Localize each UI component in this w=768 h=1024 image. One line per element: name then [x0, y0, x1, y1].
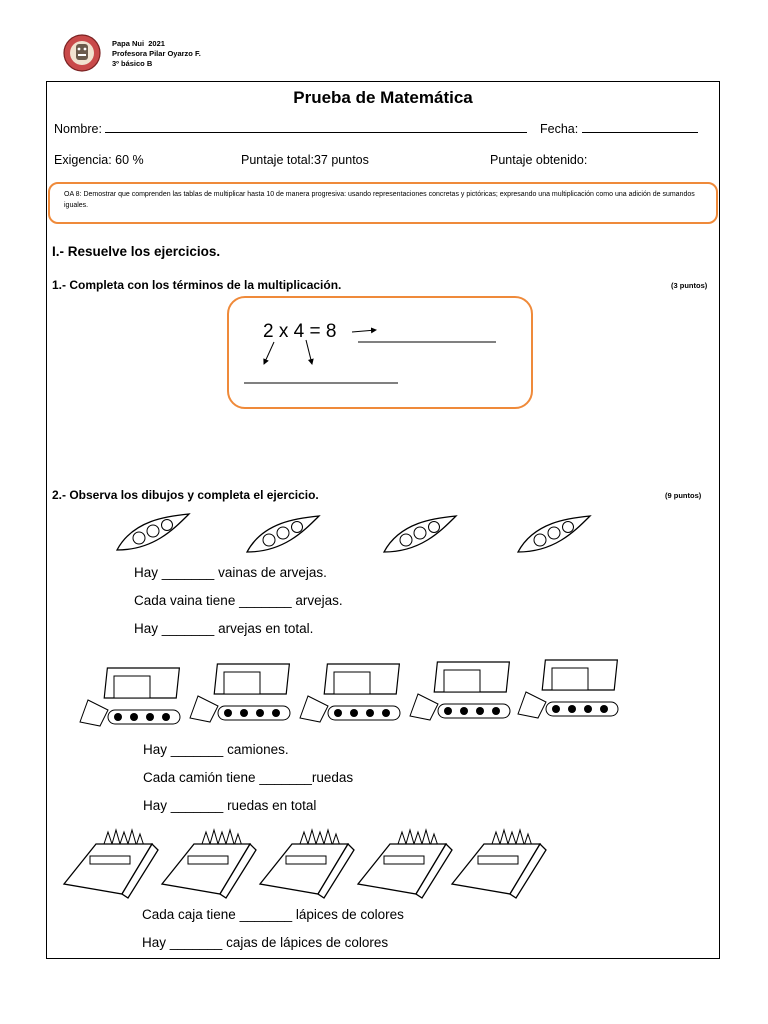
question-1-points: (3 puntos): [671, 281, 708, 290]
date-field[interactable]: [582, 131, 698, 133]
date-row: [540, 122, 698, 136]
exigencia-text: Exigencia: 60 %: [54, 153, 144, 167]
obtained-points-text: Puntaje obtenido:: [490, 153, 588, 167]
total-points-text: Puntaje total:37 puntos: [241, 153, 369, 167]
pencil-boxes-illustration: [58, 826, 548, 896]
pea-pods-illustration: [108, 506, 608, 558]
section-heading: I.- Resuelve los ejercicios.: [52, 244, 221, 259]
school-logo-icon: [62, 33, 102, 73]
pencil-box-icon: [162, 830, 256, 898]
objective-text: OA 8: Demostrar que comprenden las tablas de multiplicar hasta 10 de manera progresiva: usando representaciones concretas y pictóricas; expresando una multiplicación como una adición de sumandos iguales.: [64, 191, 695, 209]
pencils-line-2: Hay _______ cajas de lápices de colores: [142, 935, 389, 950]
trucks-line-3: Hay _______ ruedas en total: [143, 798, 317, 813]
school-name: Papa Nui 2021: [112, 39, 165, 48]
bulldozer-truck-icon: [80, 668, 180, 726]
pencil-box-icon: [260, 830, 354, 898]
teacher-name: Profesora Pilar Oyarzo F.: [112, 49, 201, 58]
question-1-text: 1.- Completa con los términos de la multiplicación.: [52, 278, 342, 292]
arrows-and-blanks: [230, 318, 510, 398]
pea-pod-icon: [247, 516, 319, 552]
trucks-line-2: Cada camión tiene _______ruedas: [143, 770, 354, 785]
multiplication-equation: 2 x 4 = 8: [263, 321, 337, 342]
name-row: [54, 122, 527, 136]
name-label: Nombre:: [54, 122, 102, 136]
pea-pod-icon: [518, 516, 590, 552]
pea-pod-icon: [384, 516, 456, 552]
question-2-text: 2.- Observa los dibujos y completa el ejercicio.: [52, 488, 319, 502]
bulldozer-truck-icon: [300, 664, 400, 722]
pencil-box-icon: [358, 830, 452, 898]
pea-pod-icon: [117, 514, 189, 550]
bulldozer-truck-icon: [518, 660, 618, 718]
objective-box: [48, 182, 718, 224]
pencil-box-icon: [64, 830, 158, 898]
question-2-points: (9 puntos): [665, 491, 702, 500]
peas-line-2: Cada vaina tiene _______ arvejas.: [134, 593, 343, 608]
school-info: [112, 39, 201, 69]
trucks-line-1: Hay _______ camiones.: [143, 742, 289, 757]
bulldozer-truck-icon: [410, 662, 510, 720]
date-label: Fecha:: [540, 122, 579, 136]
peas-line-3: Hay _______ arvejas en total.: [134, 621, 314, 636]
name-field[interactable]: [105, 131, 527, 133]
page-title: Prueba de Matemática: [293, 88, 473, 107]
trucks-illustration: [78, 656, 618, 728]
peas-line-1: Hay _______ vainas de arvejas.: [134, 565, 327, 580]
pencil-box-icon: [452, 830, 546, 898]
bulldozer-truck-icon: [190, 664, 290, 722]
pencils-line-1: Cada caja tiene _______ lápices de colores: [142, 907, 404, 922]
course-name: 3º básico B: [112, 59, 153, 68]
